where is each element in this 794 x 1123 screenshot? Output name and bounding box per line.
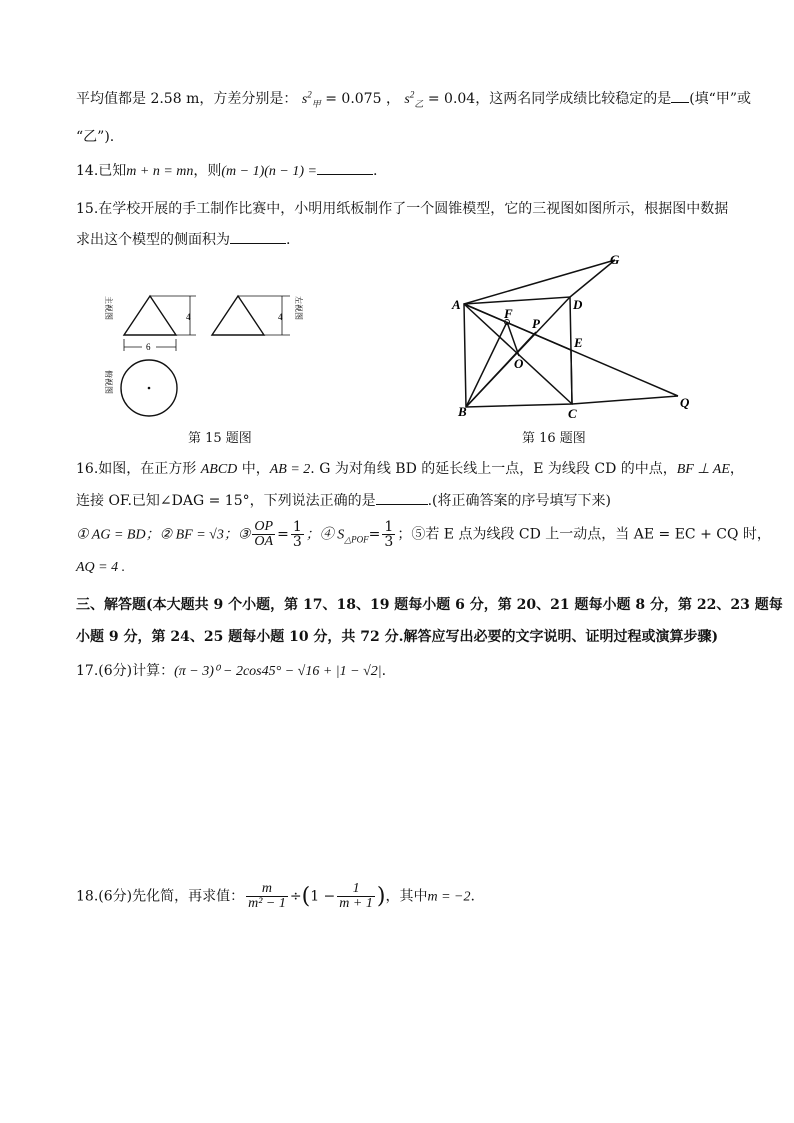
section3-heading-line1: 三、解答题(本大题共 9 个小题，第 17、18、19 题每小题 6 分，第 20、21 题每小题 8 分，第 22、23 题每 [76, 597, 783, 613]
fig16-caption: 第 16 题图 [522, 431, 586, 446]
section3-heading-line2: 小题 9 分，第 24、25 题每小题 10 分，共 72 分.解答应写出必要的文字说明、证明过程或演算步骤) [76, 629, 719, 645]
q14-answer-blank[interactable] [317, 162, 373, 175]
q13-end: (填“甲”或 [689, 91, 751, 107]
q16-line2 [76, 490, 611, 510]
q15-answer-blank[interactable] [230, 231, 286, 244]
q16-line4: AQ = 4 . [76, 560, 126, 575]
fig16-label-G: G [610, 252, 620, 267]
q16-option-3-fraction: $\frac{OP}{OA}$ [254, 519, 274, 549]
fig16-label-B: B [458, 404, 467, 419]
fig15-main-view-label: 主视图 [104, 296, 113, 320]
fig15-main-triangle [124, 296, 176, 335]
q18-one-minus: 1 − [310, 888, 336, 905]
fig15-caption: 第 15 题图 [188, 431, 252, 446]
q18-condition: m = −2 [427, 889, 471, 905]
q13-answer-blank[interactable] [671, 90, 689, 103]
q14 [76, 160, 377, 180]
q14-end: . [373, 163, 378, 179]
q17-end: . [381, 663, 387, 679]
q14-mid: ，则 [193, 163, 222, 179]
fig15-three-views [96, 286, 326, 426]
fig15-top-view-label: 俯视图 [104, 370, 113, 394]
q16-text-d: ， [729, 461, 744, 477]
q14-prefix: 14.已知 [76, 163, 127, 179]
fig15-left-triangle [212, 296, 264, 335]
q16-answer-blank[interactable] [376, 492, 428, 505]
s-yi-symbol: $s^2_乙$ [404, 89, 424, 109]
q18-fraction-2: $\frac{1}{m + 1}$ [339, 881, 373, 911]
q16-intro: 16.如图，在正方形 [76, 461, 201, 477]
q17-expression: (π − 3)⁰ − 2cos45° − √16 + |1 − √2| [174, 664, 382, 679]
q16-bf-perp: BF ⊥ AE [676, 462, 730, 477]
q16-option-3-value: $\frac{1}{3}$ [292, 519, 302, 550]
fig16-label-O: O [514, 356, 524, 371]
q16-text-b: 中， [237, 461, 270, 477]
q13-prefix: 平均值都是 2.58 m，方差分别是： [76, 91, 298, 107]
fig16-label-A: A [452, 297, 461, 312]
q16-ab-eq: AB = 2 [269, 462, 311, 477]
q18-prefix: 18.(6分)先化简，再求值： [76, 888, 245, 905]
fig16-label-F: F [504, 306, 513, 321]
q14-condition: m + n = mn [126, 164, 194, 179]
q16-option-4: ；④ S [305, 527, 345, 543]
q16-option-5: ；⑤若 E 点为线段 CD 上一动点，当 AE = EC + CQ 时， [397, 526, 771, 543]
fig15-left-view-label: 左视图 [294, 296, 303, 320]
q18-divide: ÷ [289, 888, 302, 905]
q18-fraction-1: $\frac{m}{\text{m² − 1}}$ [248, 881, 286, 911]
fig16-square-diagram [440, 250, 710, 425]
q16-option-1: ① AG = BD； [76, 527, 160, 543]
fig15-height-label-2: 4 [278, 312, 283, 322]
q15-line2 [76, 229, 290, 249]
q17 [76, 660, 386, 680]
q15-end: . [286, 232, 291, 248]
q18-suffix: ，其中 [385, 888, 428, 905]
fig16-label-D: D [573, 297, 583, 312]
s-yi-value: 0.04 [444, 91, 476, 107]
s-jia-value: 0.075 [341, 91, 382, 107]
fig16-label-P: P [532, 316, 540, 331]
q16-instruction: .(将正确答案的序号填写下来) [427, 493, 611, 509]
q16-option-4-value: $\frac{1}{3}$ [384, 519, 394, 550]
q16-text-c: . G 为对角线 BD 的延长线上一点，E 为线段 CD 的中点， [310, 461, 677, 477]
q14-expression: (m − 1)(n − 1) = [221, 164, 317, 179]
q16-options [76, 520, 771, 549]
fig16-label-E: E [574, 335, 583, 350]
q16-option-4-eq: = [368, 526, 381, 543]
q16-question: 连接 OF.已知∠DAG = 15°，下列说法正确的是 [76, 493, 376, 509]
q13-line1: 平均值都是 2.58 m，方差分别是： $s^2_甲 = 0.075$ ， $s^2_乙 = 0.04$，这两名同学成绩比较稳定的是 (填“甲”或 [76, 89, 751, 109]
fig16-label-C: C [568, 406, 577, 421]
q13-line2: “乙”). [76, 129, 115, 145]
s-jia-symbol: $s^2_甲$ [301, 89, 321, 109]
q18: 18.(6分)先化简，再求值： $\frac{m}{\text{m² − 1}}$ ÷(1 − $\frac{1}{m + 1}$ )，其中m = −2. [76, 881, 475, 911]
q16-option-2: ② BF = √3；③ [159, 527, 251, 543]
fig15-height-label-1: 4 [186, 312, 191, 322]
q15-line1: 15.在学校开展的手工制作比赛中，小明用纸板制作了一个圆锥模型，它的三视图如图所示，根据图中数据 [76, 201, 729, 217]
q13-suffix: ，这两名同学成绩比较稳定的是 [475, 91, 672, 107]
q16-option-3-eq: = [277, 526, 289, 543]
fig15-center-dot [148, 387, 151, 390]
q17-prefix: 17.(6分)计算： [76, 663, 175, 679]
q16-square-name: ABCD [200, 462, 238, 477]
fig16-label-Q: Q [680, 395, 690, 410]
q16-line1 [76, 458, 744, 478]
fig15-width-label: 6 [146, 342, 151, 352]
q15-question: 求出这个模型的侧面积为 [76, 232, 230, 248]
q16-option-4-sub: △POF [344, 534, 369, 545]
q18-end: . [470, 888, 475, 905]
